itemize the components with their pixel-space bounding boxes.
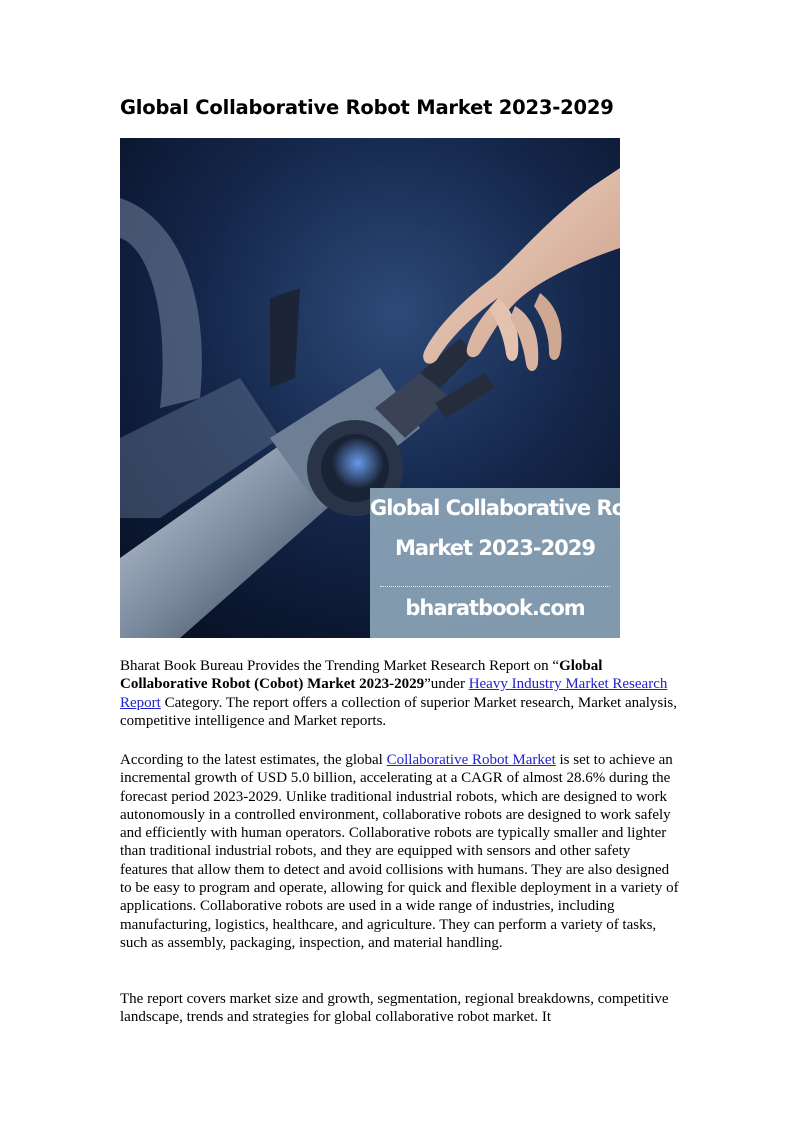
overlay-title-line2: Market 2023-2029 — [394, 536, 596, 560]
estimates-lead-text: According to the latest estimates, the global — [120, 752, 387, 768]
intro-rest-text: Category. The report offers a collection of superior Market research, Market analysis, competitive intelligence and Market reports. — [120, 694, 678, 729]
report-name: Global Collaborative Robot (Cobot) Market 2023-2029 — [120, 658, 603, 693]
page-title: Global Collaborative Robot Market 2023-2029 — [120, 96, 614, 119]
after-name-text: ”under — [424, 676, 469, 693]
overlay-title-line1: Global Collaborative Robot — [370, 496, 662, 520]
estimates-rest-text: is set to achieve an incremental growth of USD 5.0 billion, accelerating at a CAGR of almost 28.6% during the forecast period 2023-2029. Unlike traditional industrial robots, which are designed to work autonomously in a controlled environment, collaborative robots are designed to work safely and efficiently with human operators. Collaborative robots are typically smaller and lighter than traditional industrial robots, and they are equipped with sensors and other safety features that allow them to detect and avoid collisions with humans. They are also designed to be easy to program and operate, allowing for quick and flexible deployment in a variety of applications. Collaborative robots are used in a wide range of industries, including manufacturing, logistics, healthcare, and agriculture. They can perform a variety of tasks, such as assembly, packaging, inspection, and material handling. — [120, 752, 679, 951]
intro-paragraph — [120, 657, 680, 730]
overlay-site: bharatbook.com — [405, 596, 585, 620]
estimates-paragraph — [120, 751, 680, 952]
market-link[interactable]: Collaborative Robot Market — [386, 752, 556, 768]
hero-overlay-caption — [370, 488, 662, 638]
coverage-paragraph: The report covers market size and growth, segmentation, regional breakdowns, competitive landscape, trends and strategies for global collaborative robot market. It — [120, 991, 669, 1026]
intro-text: Bharat Book Bureau Provides the Trending Market Research Report on “ — [120, 658, 560, 674]
category-link[interactable]: Heavy Industry Market Research Report — [120, 676, 668, 711]
overlay-divider — [380, 586, 610, 587]
